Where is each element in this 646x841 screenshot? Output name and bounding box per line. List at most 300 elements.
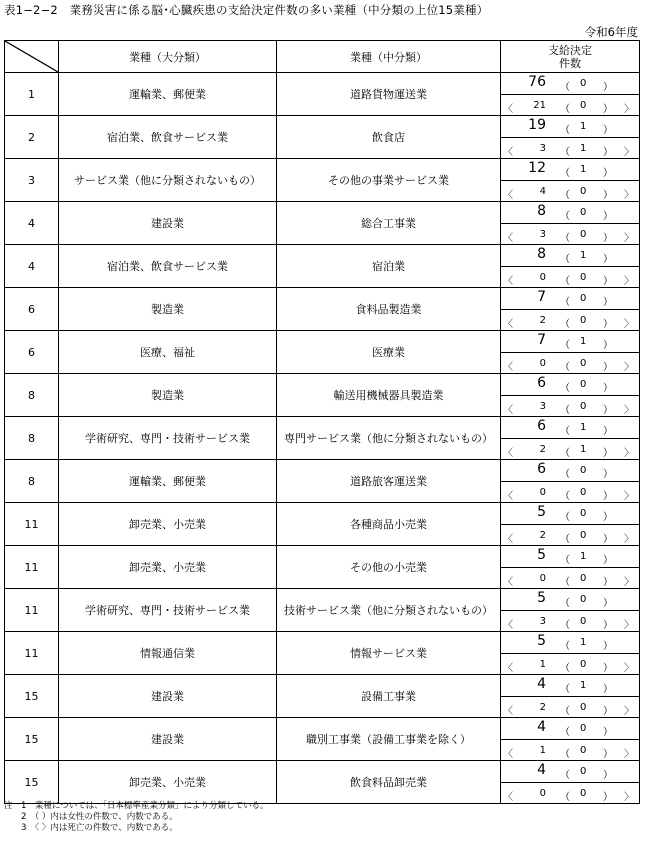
count-cell [501,503,640,546]
minor-category-cell: その他の事業サービス業 [277,159,501,202]
angle-open: 〈 [503,319,513,330]
header-major-category: 業種（大分類） [59,41,277,73]
paren-close: ） [603,362,613,373]
angle-open: 〈 [503,663,513,674]
paren-close: ） [603,147,613,158]
angle-open: 〈 [503,491,513,502]
death-count: 0 [539,573,546,584]
table-row [5,546,640,589]
header-count [501,41,640,73]
angle-open: 〈 [503,276,513,287]
death-female-count: 0 [580,487,587,498]
footnote-3: 3 〈 〉内は死亡の件数で、内数である。 [4,823,178,833]
count-cell [501,546,640,589]
paren-open: （ [560,147,570,158]
major-category-cell: サービス業（他に分類されないもの） [59,159,277,202]
paren-close: ） [603,792,613,803]
table-title: 表1−2−2 業務災害に係る脳･心臓疾患の支給決定件数の多い業種（中分類の上位15業種） [4,3,489,17]
paren-close: ） [603,319,613,330]
total-line [501,159,639,180]
total-line [501,460,639,481]
paren-open: （ [560,598,570,609]
major-category-cell: 情報通信業 [59,632,277,675]
female-count: 0 [580,766,587,777]
death-count: 0 [539,358,546,369]
paren-close: ） [603,297,613,308]
minor-category-cell: 技術サービス業（他に分類されないもの） [277,589,501,632]
minor-category-cell: 飲食料品卸売業 [277,761,501,804]
total-count: 4 [537,676,546,692]
angle-close: 〉 [624,792,634,803]
minor-category-cell: 医療業 [277,331,501,374]
paren-close: ） [603,125,613,136]
rank-cell: 8 [5,460,59,503]
major-category-cell: 医療、福祉 [59,331,277,374]
paren-close: ） [603,82,613,93]
major-category-cell: 卸売業、小売業 [59,546,277,589]
paren-open: （ [560,383,570,394]
death-line [501,782,639,803]
death-count: 2 [539,315,546,326]
angle-open: 〈 [503,147,513,158]
table-row [5,202,640,245]
minor-category-cell: その他の小売業 [277,546,501,589]
diagonal-line [5,41,58,72]
death-count: 3 [539,143,546,154]
count-cell [501,245,640,288]
death-female-count: 0 [580,788,587,799]
total-line [501,417,639,438]
angle-open: 〈 [503,362,513,373]
death-female-count: 0 [580,315,587,326]
death-female-count: 0 [580,272,587,283]
angle-close: 〉 [624,233,634,244]
paren-open: （ [560,254,570,265]
major-category-cell: 卸売業、小売業 [59,503,277,546]
angle-close: 〉 [624,104,634,115]
death-count: 3 [539,229,546,240]
paren-close: ） [603,663,613,674]
female-count: 1 [580,250,587,261]
paren-close: ） [603,555,613,566]
paren-open: （ [560,448,570,459]
female-count: 0 [580,465,587,476]
paren-close: ） [603,512,613,523]
angle-open: 〈 [503,190,513,201]
death-count: 1 [539,745,546,756]
paren-open: （ [560,706,570,717]
angle-close: 〉 [624,147,634,158]
paren-open: （ [560,340,570,351]
minor-category-cell: 飲食店 [277,116,501,159]
death-female-count: 0 [580,186,587,197]
paren-close: ） [603,684,613,695]
angle-close: 〉 [624,706,634,717]
angle-open: 〈 [503,534,513,545]
paren-open: （ [560,641,570,652]
paren-open: （ [560,727,570,738]
total-line [501,288,639,309]
female-count: 0 [580,293,587,304]
death-count: 1 [539,659,546,670]
major-category-cell: 学術研究、専門・技術サービス業 [59,417,277,460]
minor-category-cell: 職別工事業（設備工事業を除く） [277,718,501,761]
table-row [5,331,640,374]
fiscal-year: 令和6年度 [584,25,638,39]
count-cell [501,331,640,374]
death-female-count: 0 [580,573,587,584]
total-line [501,116,639,137]
table-row [5,632,640,675]
female-count: 1 [580,551,587,562]
paren-close: ） [603,426,613,437]
death-female-count: 1 [580,143,587,154]
paren-close: ） [603,770,613,781]
death-female-count: 0 [580,401,587,412]
death-line [501,438,639,459]
death-line [501,395,639,416]
death-female-count: 0 [580,745,587,756]
death-count: 3 [539,401,546,412]
angle-open: 〈 [503,792,513,803]
total-count: 6 [537,418,546,434]
rank-cell: 11 [5,503,59,546]
major-category-cell: 建設業 [59,202,277,245]
total-count: 7 [537,332,546,348]
count-cell [501,675,640,718]
paren-open: （ [560,749,570,760]
table-row [5,116,640,159]
table-row [5,675,640,718]
death-female-count: 1 [580,444,587,455]
paren-close: ） [603,233,613,244]
rank-cell: 6 [5,288,59,331]
paren-close: ） [603,706,613,717]
header-minor-category: 業種（中分類） [277,41,501,73]
total-count: 5 [537,590,546,606]
death-line [501,481,639,502]
female-count: 0 [580,723,587,734]
death-line [501,223,639,244]
minor-category-cell: 情報サービス業 [277,632,501,675]
death-line [501,696,639,717]
death-line [501,739,639,760]
paren-close: ） [603,727,613,738]
table-row [5,417,640,460]
death-count: 2 [539,530,546,541]
minor-category-cell: 専門サービス業（他に分類されないもの） [277,417,501,460]
minor-category-cell: 総合工事業 [277,202,501,245]
table-row [5,503,640,546]
paren-close: ） [603,534,613,545]
paren-open: （ [560,792,570,803]
rank-cell: 8 [5,374,59,417]
total-line [501,675,639,696]
table-row [5,159,640,202]
total-count: 12 [528,160,546,176]
female-count: 0 [580,78,587,89]
angle-close: 〉 [624,663,634,674]
minor-category-cell: 道路貨物運送業 [277,73,501,116]
rank-cell: 2 [5,116,59,159]
minor-category-cell: 設備工事業 [277,675,501,718]
death-line [501,610,639,631]
paren-open: （ [560,426,570,437]
total-line [501,331,639,352]
paren-close: ） [603,254,613,265]
table-row [5,73,640,116]
header-count-line1: 支給決定 [548,43,592,57]
paren-close: ） [603,168,613,179]
count-cell [501,374,640,417]
table-row [5,374,640,417]
rank-cell: 11 [5,589,59,632]
major-category-cell: 学術研究、専門・技術サービス業 [59,589,277,632]
paren-open: （ [560,211,570,222]
total-count: 5 [537,633,546,649]
minor-category-cell: 道路旅客運送業 [277,460,501,503]
count-cell [501,460,640,503]
count-cell [501,632,640,675]
major-category-cell: 宿泊業、飲食サービス業 [59,245,277,288]
paren-open: （ [560,620,570,631]
paren-close: ） [603,491,613,502]
paren-open: （ [560,405,570,416]
total-count: 5 [537,547,546,563]
paren-close: ） [603,211,613,222]
footnote-2: 2 （ ）内は女性の件数で、内数である。 [4,812,178,822]
major-category-cell: 運輸業、郵便業 [59,73,277,116]
death-line [501,309,639,330]
death-count: 2 [539,702,546,713]
paren-open: （ [560,276,570,287]
angle-open: 〈 [503,620,513,631]
count-cell [501,761,640,804]
angle-close: 〉 [624,362,634,373]
female-count: 0 [580,207,587,218]
total-count: 4 [537,719,546,735]
rank-cell: 6 [5,331,59,374]
paren-open: （ [560,663,570,674]
paren-open: （ [560,168,570,179]
table-row [5,245,640,288]
paren-close: ） [603,340,613,351]
female-count: 1 [580,164,587,175]
rank-cell: 15 [5,718,59,761]
paren-close: ） [603,448,613,459]
paren-close: ） [603,383,613,394]
paren-close: ） [603,620,613,631]
footnotes [4,801,269,834]
count-cell [501,202,640,245]
paren-open: （ [560,577,570,588]
paren-close: ） [603,598,613,609]
angle-open: 〈 [503,104,513,115]
death-count: 0 [539,788,546,799]
angle-close: 〉 [624,319,634,330]
angle-open: 〈 [503,448,513,459]
angle-open: 〈 [503,577,513,588]
female-count: 1 [580,680,587,691]
rank-cell: 1 [5,73,59,116]
total-count: 5 [537,504,546,520]
female-count: 1 [580,336,587,347]
major-category-cell: 宿泊業、飲食サービス業 [59,116,277,159]
female-count: 1 [580,121,587,132]
paren-open: （ [560,233,570,244]
table-row [5,718,640,761]
table-row [5,288,640,331]
death-female-count: 0 [580,358,587,369]
total-line [501,761,639,782]
rank-cell: 4 [5,202,59,245]
female-count: 0 [580,594,587,605]
paren-open: （ [560,469,570,480]
death-female-count: 0 [580,659,587,670]
paren-close: ） [603,749,613,760]
major-category-cell: 卸売業、小売業 [59,761,277,804]
major-category-cell: 建設業 [59,675,277,718]
angle-open: 〈 [503,706,513,717]
paren-open: （ [560,190,570,201]
minor-category-cell: 各種商品小売業 [277,503,501,546]
table-row [5,589,640,632]
female-count: 0 [580,508,587,519]
paren-open: （ [560,297,570,308]
minor-category-cell: 宿泊業 [277,245,501,288]
rank-cell: 15 [5,675,59,718]
count-cell [501,159,640,202]
rank-cell: 4 [5,245,59,288]
total-line [501,546,639,567]
death-female-count: 0 [580,702,587,713]
total-count: 7 [537,289,546,305]
major-category-cell: 建設業 [59,718,277,761]
death-female-count: 0 [580,100,587,111]
count-cell [501,73,640,116]
total-count: 6 [537,375,546,391]
total-line [501,632,639,653]
total-line [501,589,639,610]
header-corner-diagonal [5,41,59,73]
death-female-count: 0 [580,229,587,240]
angle-close: 〉 [624,577,634,588]
total-count: 19 [528,117,546,133]
paren-open: （ [560,684,570,695]
paren-close: ） [603,469,613,480]
paren-open: （ [560,491,570,502]
death-line [501,653,639,674]
paren-open: （ [560,770,570,781]
table-row [5,761,640,804]
death-line [501,137,639,158]
total-count: 8 [537,246,546,262]
angle-close: 〉 [624,534,634,545]
death-count: 2 [539,444,546,455]
paren-open: （ [560,512,570,523]
minor-category-cell: 輸送用機械器具製造業 [277,374,501,417]
major-category-cell: 製造業 [59,288,277,331]
total-count: 4 [537,762,546,778]
count-cell [501,417,640,460]
female-count: 1 [580,637,587,648]
paren-close: ） [603,104,613,115]
death-female-count: 0 [580,530,587,541]
paren-close: ） [603,276,613,287]
total-line [501,245,639,266]
minor-category-cell: 食料品製造業 [277,288,501,331]
count-cell [501,288,640,331]
rank-cell: 3 [5,159,59,202]
total-count: 76 [528,74,546,90]
footnote-1: 注 1 業種については、「日本標準産業分類」により分類している。 [4,801,269,811]
death-count: 0 [539,272,546,283]
paren-close: ） [603,405,613,416]
angle-open: 〈 [503,749,513,760]
total-line [501,374,639,395]
header-count-line2: 件数 [559,56,581,70]
angle-close: 〉 [624,448,634,459]
paren-open: （ [560,319,570,330]
angle-close: 〉 [624,749,634,760]
angle-close: 〉 [624,276,634,287]
paren-open: （ [560,555,570,566]
angle-open: 〈 [503,405,513,416]
major-category-cell: 運輸業、郵便業 [59,460,277,503]
total-line [501,73,639,94]
table-row [5,460,640,503]
major-category-cell: 製造業 [59,374,277,417]
death-female-count: 0 [580,616,587,627]
death-line [501,94,639,115]
table-body [5,73,640,804]
paren-open: （ [560,362,570,373]
death-line [501,352,639,373]
death-line [501,266,639,287]
death-count: 3 [539,616,546,627]
paren-close: ） [603,641,613,652]
death-count: 0 [539,487,546,498]
count-cell [501,116,640,159]
total-line [501,202,639,223]
total-count: 8 [537,203,546,219]
angle-open: 〈 [503,233,513,244]
death-line [501,567,639,588]
angle-close: 〉 [624,405,634,416]
rank-cell: 8 [5,417,59,460]
rank-cell: 11 [5,632,59,675]
rank-cell: 11 [5,546,59,589]
rank-cell: 15 [5,761,59,804]
death-line [501,524,639,545]
paren-open: （ [560,82,570,93]
paren-open: （ [560,534,570,545]
paren-close: ） [603,577,613,588]
header-row [5,41,640,73]
industry-table [4,40,640,804]
count-cell [501,589,640,632]
total-line [501,718,639,739]
total-count: 6 [537,461,546,477]
total-line [501,503,639,524]
female-count: 1 [580,422,587,433]
female-count: 0 [580,379,587,390]
paren-open: （ [560,104,570,115]
death-line [501,180,639,201]
death-count: 4 [539,186,546,197]
paren-close: ） [603,190,613,201]
paren-open: （ [560,125,570,136]
